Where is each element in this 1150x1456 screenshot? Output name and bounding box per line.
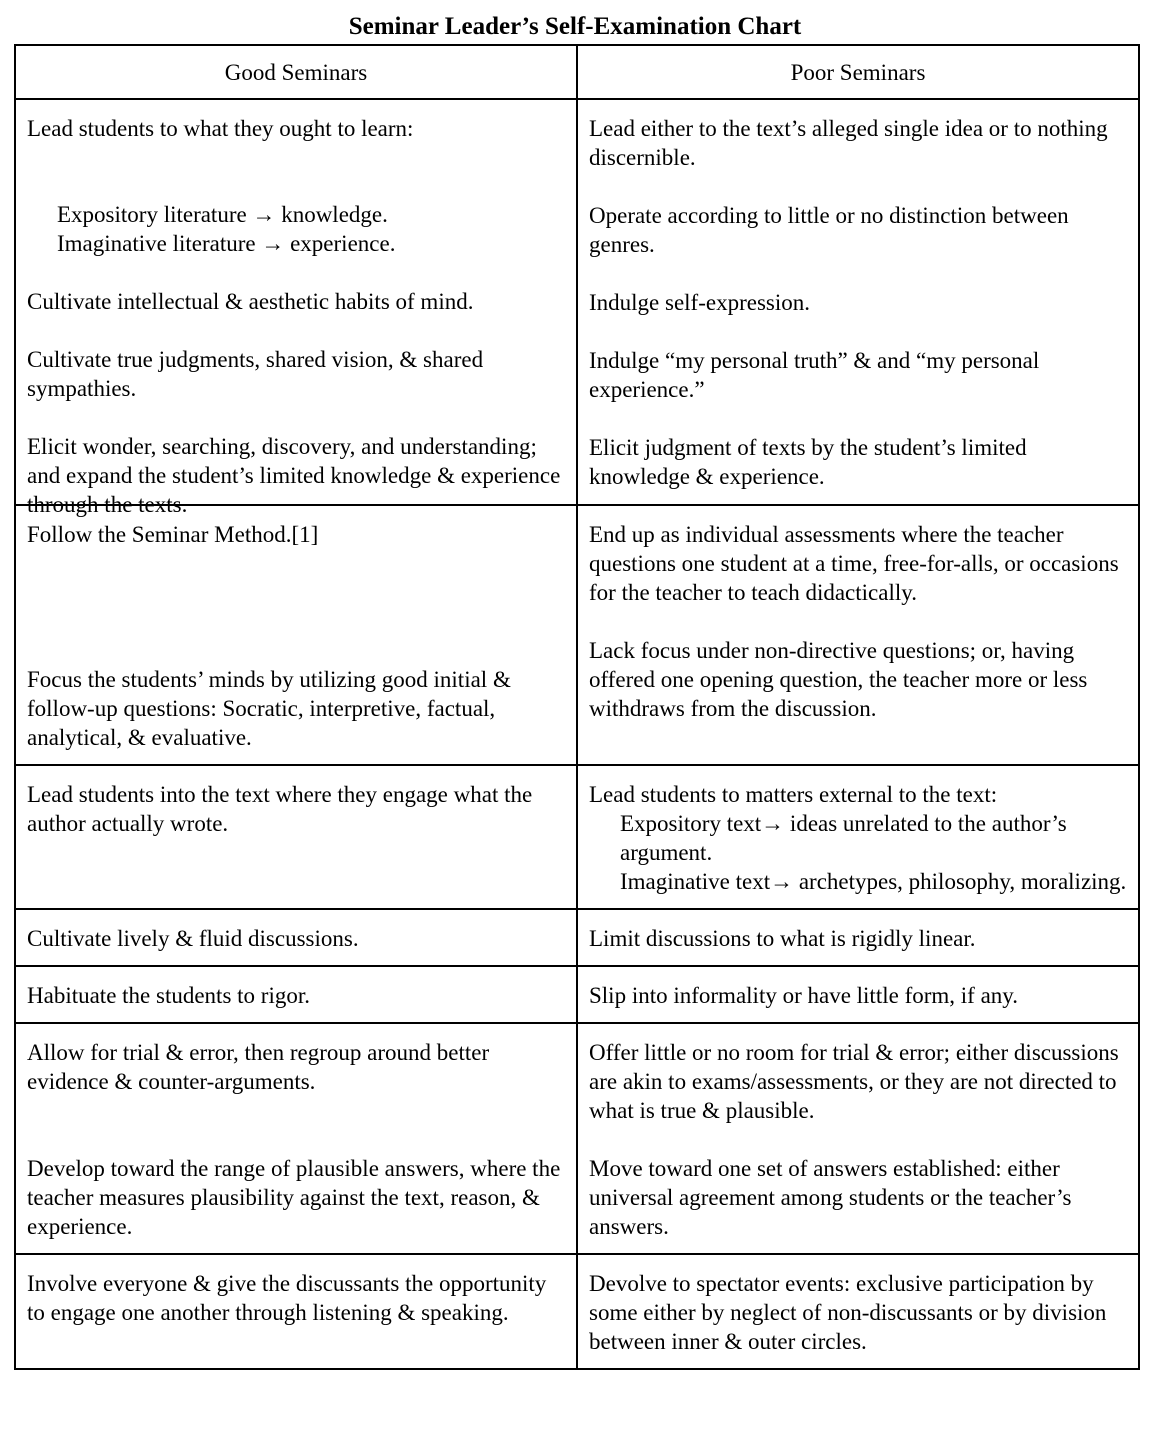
good-text: Follow the Seminar Method.[1] <box>27 522 319 547</box>
table-row <box>15 505 1139 765</box>
poor-cell <box>577 909 1139 966</box>
good-cell <box>15 99 577 517</box>
poor-cell <box>577 1254 1139 1369</box>
good-cell <box>15 1023 577 1254</box>
good-text: Allow for trial & error, then regroup around better evidence & counter-arguments. <box>27 1040 490 1094</box>
table-row <box>15 1023 1139 1254</box>
good-text: Involve everyone & give the discussants the opportunity to engage one another through listening & speaking. <box>27 1271 547 1325</box>
good-text: Lead students into the text where they engage what the author actually wrote. <box>27 782 533 836</box>
poor-text: Offer little or no room for trial & error; either discussions are akin to exams/assessments, or they are not directed to what is true & plausible. <box>589 1040 1119 1123</box>
table-row <box>15 765 1139 909</box>
poor-cell <box>577 765 1139 909</box>
poor-text: Move toward one set of answers established: either universal agreement among students or the teacher’s answers. <box>589 1156 1072 1239</box>
good-text: Habituate the students to rigor. <box>27 983 310 1008</box>
good-text: Elicit wonder, searching, discovery, and understanding; and expand the student’s limited knowledge & experience through the texts. <box>27 434 561 517</box>
poor-text: Lack focus under non-directive questions; or, having offered one opening question, the teacher more or less withdraws from the discussion. <box>589 638 1088 721</box>
poor-text: Lead students to matters external to the text: <box>589 782 998 807</box>
poor-text: Elicit judgment of texts by the student’s limited knowledge & experience. <box>589 435 1027 489</box>
good-text: Cultivate true judgments, shared vision, & shared sympathies. <box>27 347 484 401</box>
header-good-seminars: Good Seminars <box>15 45 577 99</box>
good-cell <box>15 505 577 765</box>
poor-cell <box>577 1023 1139 1254</box>
good-cell <box>15 909 577 966</box>
poor-text: Devolve to spectator events: exclusive participation by some either by neglect of non-discussants or by division between inner & outer circles. <box>589 1271 1107 1354</box>
good-text: Imaginative literature → experience. <box>57 231 396 256</box>
good-text: Focus the students’ minds by utilizing good initial & follow-up questions: Socratic, interpretive, factual, analytical, & evaluative. <box>27 667 511 750</box>
good-text: Expository literature → knowledge. <box>57 202 388 227</box>
poor-text: Imaginative text→ archetypes, philosophy, moralizing. <box>620 869 1127 894</box>
good-text: Lead students to what they ought to learn: <box>27 116 414 141</box>
table-row <box>15 1254 1139 1369</box>
table-row <box>15 909 1139 966</box>
poor-text: End up as individual assessments where the teacher questions one student at a time, free-for-alls, or occasions for the teacher to teach didactically. <box>589 522 1119 605</box>
poor-text: Lead either to the text’s alleged single idea or to nothing discernible. <box>589 116 1108 170</box>
poor-text: Limit discussions to what is rigidly linear. <box>589 926 976 951</box>
poor-text: Slip into informality or have little form, if any. <box>589 983 1019 1008</box>
poor-cell <box>577 99 1139 505</box>
good-text: Cultivate lively & fluid discussions. <box>27 926 359 951</box>
header-row <box>15 45 1139 99</box>
header-poor-seminars: Poor Seminars <box>577 45 1139 99</box>
chart-title: Seminar Leader’s Self-Examination Chart <box>348 13 802 40</box>
good-text: Develop toward the range of plausible answers, where the teacher measures plausibility against the text, reason, & experience. <box>27 1156 561 1239</box>
table-row <box>15 99 1139 505</box>
good-cell <box>15 1254 577 1369</box>
poor-cell <box>577 505 1139 765</box>
self-examination-table <box>14 44 1140 1370</box>
poor-text: Indulge “my personal truth” & and “my personal experience.” <box>589 348 1040 402</box>
poor-text: Indulge self-expression. <box>589 290 810 315</box>
good-text: Cultivate intellectual & aesthetic habits of mind. <box>27 289 474 314</box>
good-cell <box>15 966 577 1023</box>
poor-text: Expository text→ ideas unrelated to the author’s argument. <box>620 811 1067 865</box>
poor-cell <box>577 966 1139 1023</box>
table-row <box>15 966 1139 1023</box>
poor-text: Operate according to little or no distinction between genres. <box>589 203 1069 257</box>
good-cell <box>15 765 577 909</box>
